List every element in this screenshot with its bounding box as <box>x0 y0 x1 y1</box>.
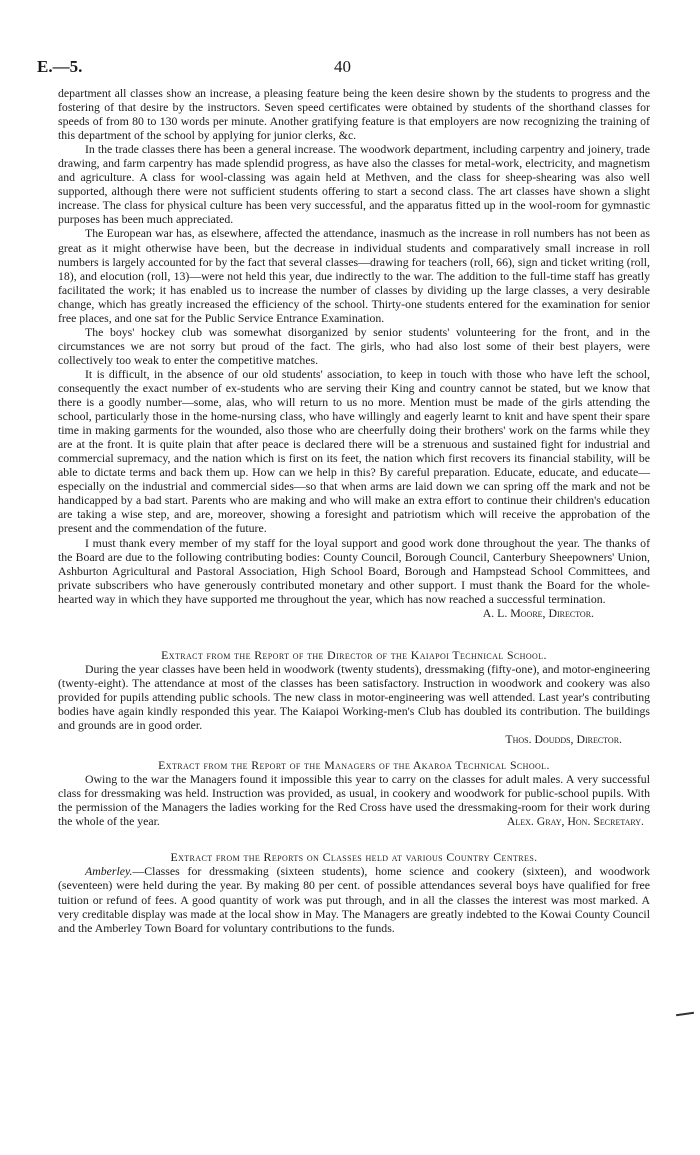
paragraph: department all classes show an increase, a pleasing feature being the keen desire shown by the students to progress and the fostering of that desire by the instructors. Seven speed certificates were obtained by students of the shorthand classes for speeds of from 80 to 130 words per minute. Another gratifying feature is that employers are now recognizing the training of this department of the school by applying for junior clerks, &c. <box>58 86 650 143</box>
paragraph: It is difficult, in the absence of our old students' association, to keep in touch with those who have left the school, consequently the exact number of ex-students who are serving their King and country cannot be stated, but we know that there is a goodly number—some, alas, who will return to us no more. Mention must be made of the girls attending the school, particularly those in the home-nursing class, who have willingly and eagerly learnt to knit and have spent their spare time in making garments for the wounded, also those who are cheerfully doing their brothers' work on the farms while they are at the front. It is quite plain that after peace is declared there will be a strenuous and sustained fight for industrial and commercial supremacy, and the nation which is first on its feet, the nation which first recovers its financial stability, will be able to dictate terms and back them up. How can we help in this? By careful preparation. Educate, educate, and educate—especially on the industrial and commercial sides—so that when arms are laid down we can spring off the mark and not be handicapped by a bad start. Parents who are making and who will make an extra effort to continue their children's education are taking a wise step, and are, moreover, showing a foresight and patriotism which will receive the approbation of the present and the commendation of the future. <box>58 366 650 536</box>
paragraph: In the trade classes there has been a general increase. The woodwork department, including carpentry and joinery, trade drawing, and farm carpentry has made splendid progress, as have also the classes for metal-work, electricity, and magnetism and agriculture. A class for wool-classing was again held at Methven, and the class for sheep-shearing was also well supported, although there were not sufficient students offering to start a second class. The art classes have shown a slight increase. The class for physical culture has been very successful, and the apparatus fitted up in the wool-room for gymnastic purposes has been much appreciated. <box>58 142 650 227</box>
director-report-section <box>58 86 650 620</box>
signature: Thos. Doudds, Director. <box>505 732 622 747</box>
paragraph-text: —Classes for dressmaking (sixteen students), home science and cookery (sixteen), and woodwork (seventeen) were held during the year. By making 80 per cent. of possible attendances several boys have qualified for free tuition or refund of fees. A good quantity of work was put through, and in all the classes the interest was most marked. A very creditable display was made at the local show in May. The Managers are greatly indebted to the Kowai County Council and the Amberley Town Board for voluntary contributions to the funds. <box>58 864 650 935</box>
country-centres-section <box>58 850 650 934</box>
paragraph: The European war has, as elsewhere, affected the attendance, inasmuch as the increase in roll numbers has not been as great as it might otherwise have been, but the decrease in individual students and comparatively small increase in roll numbers is largely accounted for by the fact that several classes—drawing for teachers (roll, 66), sign and ticket writing (roll, 18), and elocution (roll, 13)—were not held this year, due indirectly to the war. The addition to the full-time staff has greatly facilitated the work; it has enabled us to increase the number of classes by dividing up the large classes, a very desirable change, which has greatly increased the efficiency of the school. Thirty-one students entered for the examination for senior free places, and one sat for the Public Service Entrance Examination. <box>58 226 650 325</box>
signature: Alex. Gray, Hon. Secretary. <box>506 814 644 829</box>
section-heading: Extract from the Reports on Classes held at various Country Centres. <box>170 850 538 865</box>
page-number: 40 <box>334 57 351 76</box>
report-reference: E.—5. <box>37 57 83 76</box>
paragraph: During the year classes have been held in woodwork (twenty students), dressmaking (fifty-one), and motor-engineering (twenty-eight). The attendance at most of the classes has been satisfactory. Instruction in woodwork and cookery was also provided for pupils attending public schools. The new class in motor-engineering was well attended. Last year's contributing bodies have again kindly responded this year. The Kaiapoi Working-men's Club has doubled its contribution. The buildings and grounds are in good order. <box>58 661 650 733</box>
body-text <box>58 86 650 935</box>
signature: A. L. Moore, Director. <box>482 605 594 620</box>
section-heading: Extract from the Report of the Managers of the Akaroa Technical School. <box>158 758 550 773</box>
margin-mark <box>676 1012 694 1016</box>
kaiapoi-report-section <box>58 648 650 746</box>
place-name: Amberley. <box>85 864 133 879</box>
paragraph <box>58 864 650 934</box>
paragraph: I must thank every member of my staff for the loyal support and good work done throughout the year. The thanks of the Board are due to the following contributing bodies: County Council, Borough Council, Canterbury Sheepowners' Union, Ashburton Agricultural and Pastoral Association, High School Board, Borough and Hampstead School Committees, and private subscribers who have generously contributed monetary and other support. I must thank the Board for the whole-hearted way in which they have supported me throughout the year, which has now reached a successful termination. <box>58 535 650 606</box>
akaroa-report-section <box>58 758 650 828</box>
paragraph: The boys' hockey club was somewhat disorganized by senior students' volunteering for the front, and in the circumstances we are not sorry but proud of the fact. The girls, who had also lost some of their best players, were collectively too weak to enter the competitive matches. <box>58 324 650 367</box>
section-heading: Extract from the Report of the Director of the Kaiapoi Technical School. <box>161 647 547 662</box>
paragraph: Owing to the war the Managers found it impossible this year to carry on the classes for adult males. A very successful class for dressmaking was held. Instruction was provided, as usual, in cookery and woodwork for public-school pupils. With the permission of the Managers the ladies working for the Red Cross have used the dressmaking-room for their work during the whole of the year. <box>58 772 650 829</box>
